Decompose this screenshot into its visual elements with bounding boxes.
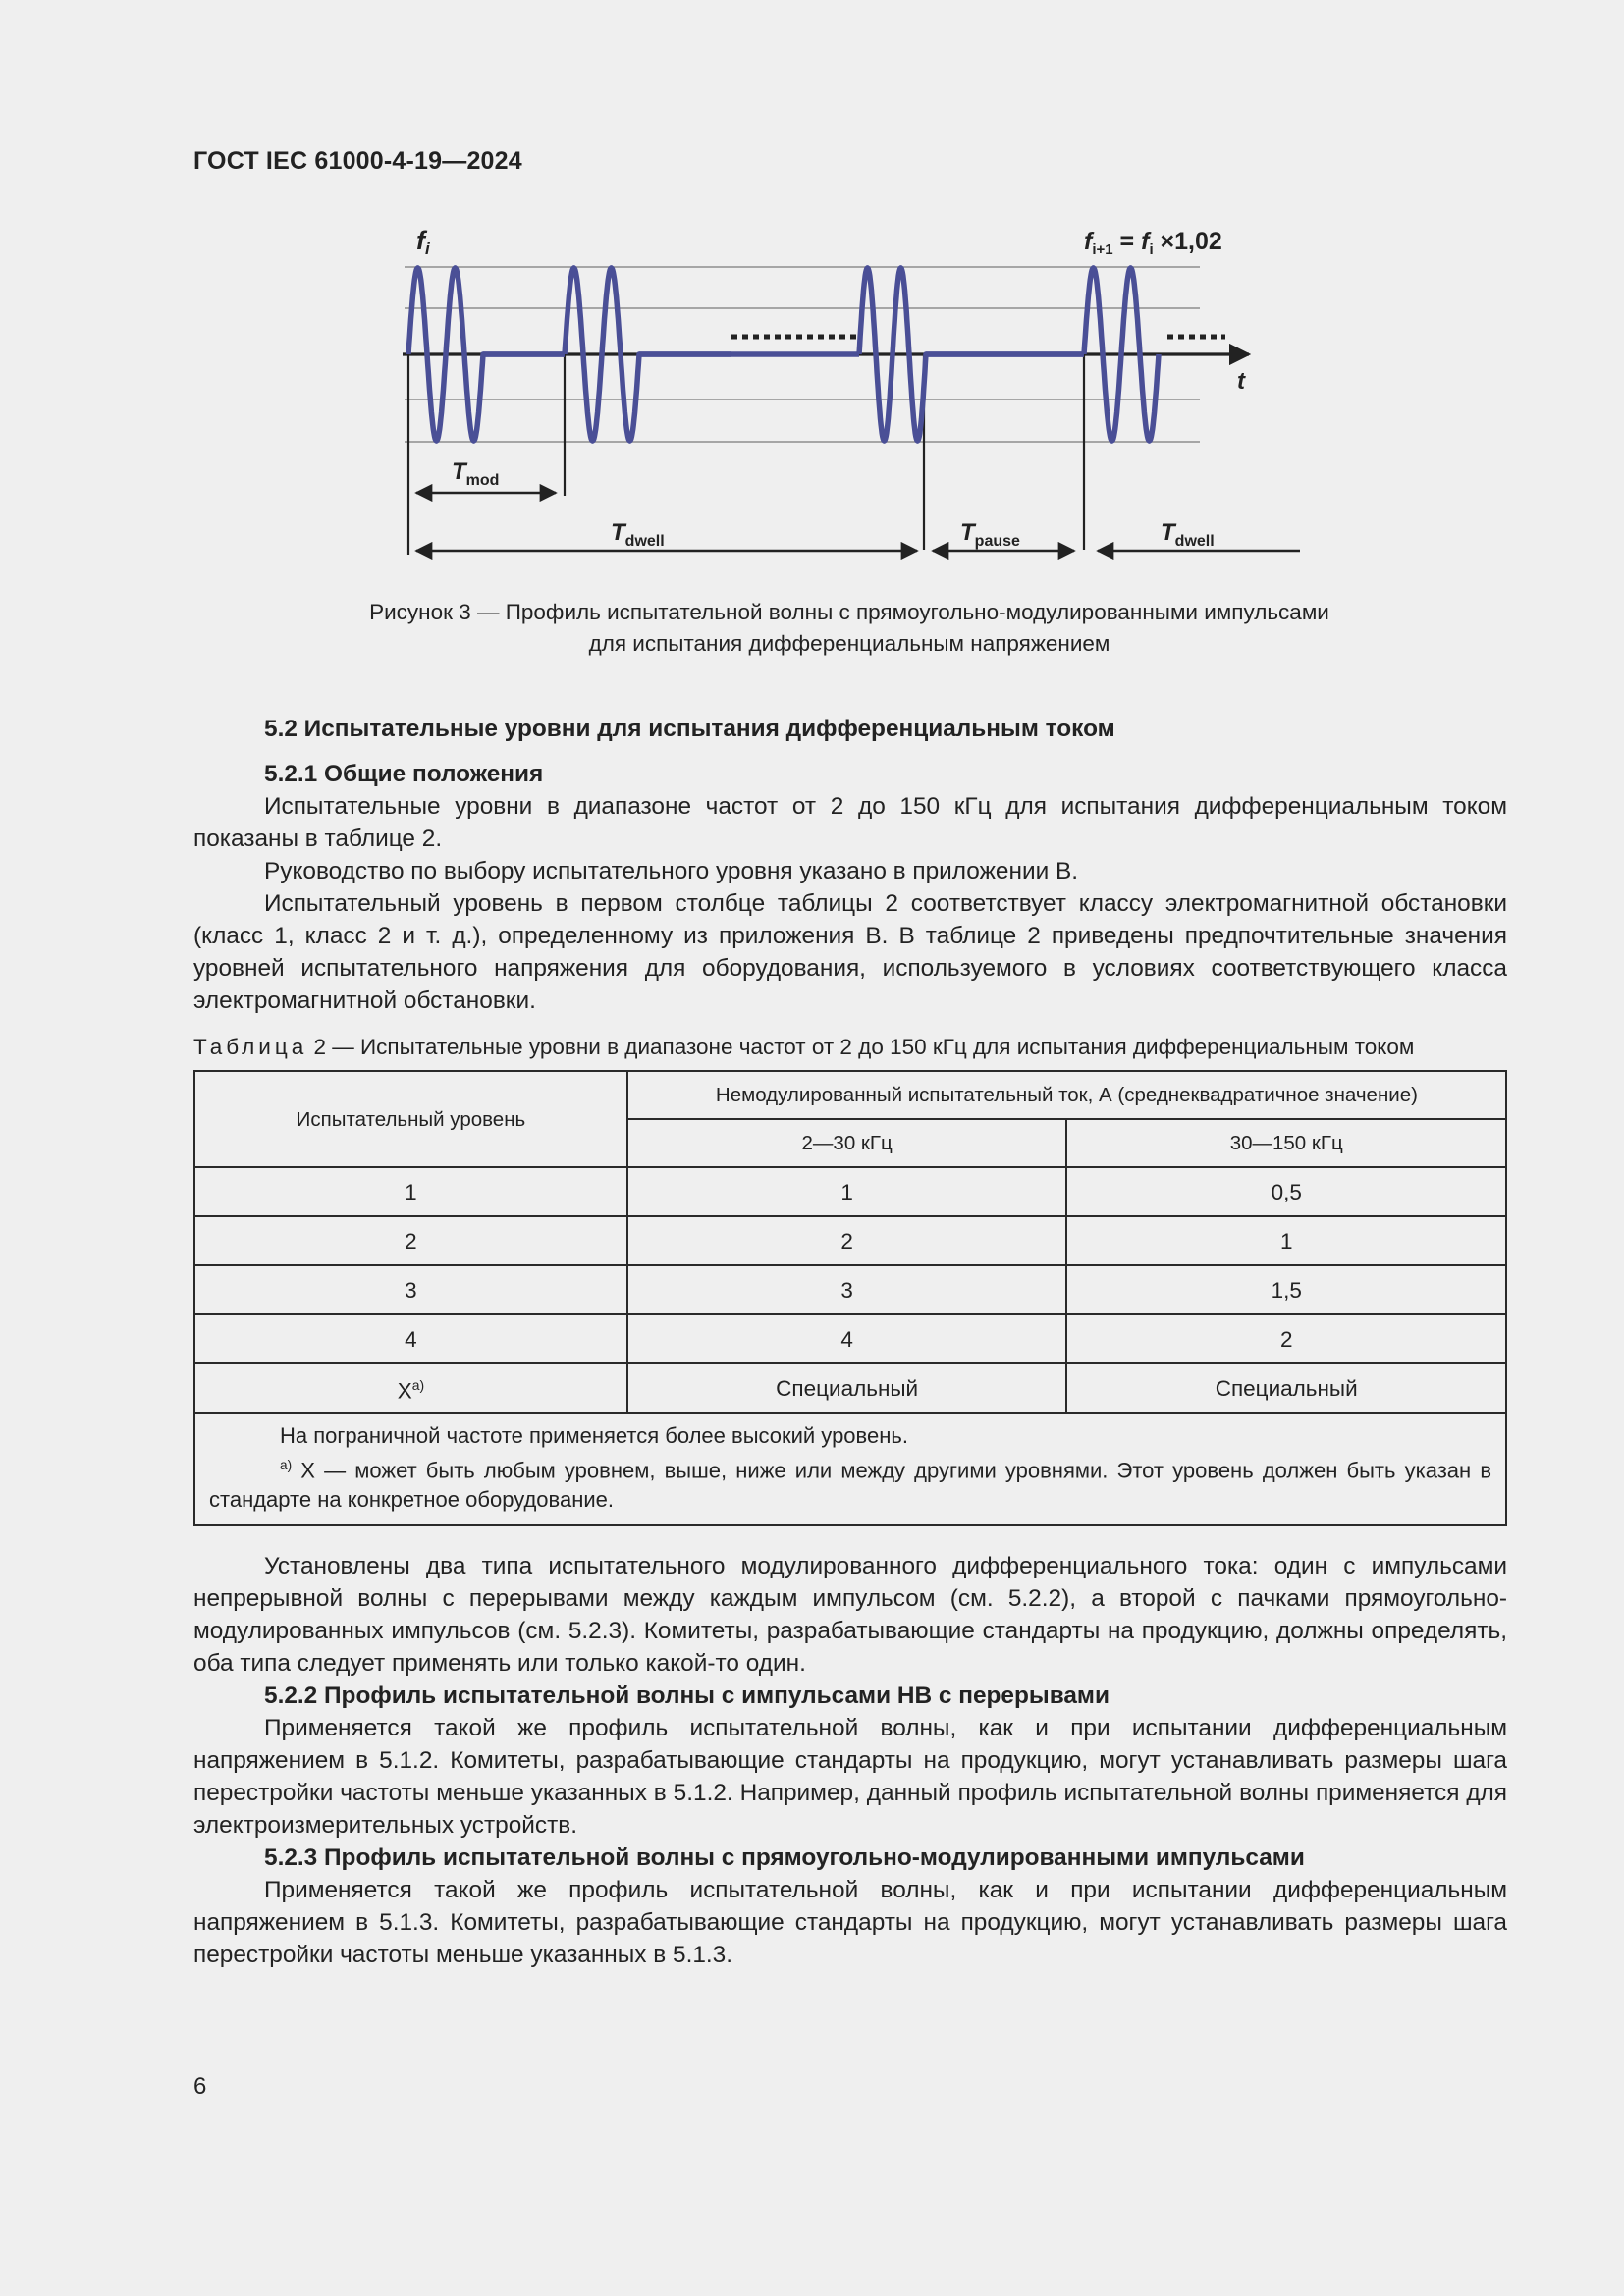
table-cell: 0,5 [1066,1167,1506,1216]
table-row [194,1265,1506,1314]
heading-5-2-2: 5.2.2 Профиль испытательной волны с импульсами НВ с перерывами [264,1682,1110,1710]
table-footnote [209,1451,1491,1515]
paragraph: Испытательные уровни в диапазоне частот от 2 до 150 кГц для испытания дифференциальным током показаны в таблице 2. [193,793,1507,852]
table-cell: 2 [627,1216,1067,1265]
table-row [194,1216,1506,1265]
table-cell: 3 [194,1265,627,1314]
table-cell: 1 [1066,1216,1506,1265]
table-cell: Специальный [1066,1363,1506,1413]
time-markers [408,346,1084,555]
table-note: На пограничной частоте применяется более высокий уровень. [280,1423,908,1448]
paragraph: Применяется такой же профиль испытательной волны, как и при испытании дифференциальным напряжением в 5.1.2. Комитеты, разрабатывающие стандарты на продукцию, могут устанавливать размеры шага перестройки частоты меньше указанных в 5.1.2. Например, данный профиль испытательной волны применяется для электроизмерительных устройств. [193,1715,1507,1840]
tmod-label: $T_{mod}$ [452,458,500,489]
table-cell: 1 [627,1167,1067,1216]
f-i-label: fi [416,226,430,258]
table-cell [194,1363,627,1413]
section-5-2-body [193,713,1507,1971]
table-row [194,1314,1506,1363]
footnote-ref: a) [411,1376,425,1393]
figure-caption [196,597,1502,660]
caption-line-2: для испытания дифференциальным напряжением [588,631,1110,656]
wave-bursts [408,268,1159,441]
header-level: Испытательный уровень [194,1071,627,1167]
paragraph: Испытательный уровень в первом столбце таблицы 2 соответствует классу электромагнитной обстановки (класс 1, класс 2 и т. д.), определенному из приложения В. В таблице 2 приведены предпочтительные значения уровней испытательного напряжения для оборудования, используемого в условиях соответствующего класса электромагнитной обстановки. [193,890,1507,1014]
document-header: ГОСТ IEC 61000-4-19—2024 [193,147,522,175]
table-row [194,1363,1506,1413]
t-axis-label: t [1237,368,1245,395]
table-cell: 4 [627,1314,1067,1363]
header-2-30: 2—30 кГц [627,1119,1067,1167]
table-row [194,1167,1506,1216]
footnote-text: X — может быть любым уровнем, выше, ниже или между другими уровнями. Этот уровень должен быть указан в стандарте на конкретное оборудование. [209,1458,1491,1513]
header-30-150: 30—150 кГц [1066,1119,1506,1167]
tdwell2-label: $T_{dwell}$ [1161,519,1215,550]
table-notes [194,1413,1506,1525]
waveform-figure [0,0,1624,589]
caption-line-1: Рисунок 3 — Профиль испытательной волны с прямоугольно-модулированными импульсами [369,600,1329,624]
paragraph: Применяется такой же профиль испытательной волны, как и при испытании дифференциальным напряжением в 5.1.3. Комитеты, разрабатывающие стандарты на продукцию, могут устанавливать размеры шага перестройки частоты меньше указанных в 5.1.3. [193,1877,1507,1969]
table-title [193,1033,1507,1062]
table-cell: 4 [194,1314,627,1363]
paragraph: Руководство по выбору испытательного уровня указано в приложении В. [264,858,1079,884]
table-title-text: 2 — Испытательные уровни в диапазоне частот от 2 до 150 кГц для испытания дифференциальным током [307,1035,1415,1059]
heading-5-2-3: 5.2.3 Профиль испытательной волны с прямоугольно-модулированными импульсами [264,1844,1305,1872]
table-cell: 2 [1066,1314,1506,1363]
table-2 [193,1070,1507,1526]
page-number: 6 [193,2073,207,2100]
tpause-label: $T_{pause}$ [960,519,1020,550]
header-current: Немодулированный испытательный ток, А (среднеквадратичное значение) [627,1071,1506,1119]
footnote-mark: a) [280,1458,293,1472]
table-cell: 1,5 [1066,1265,1506,1314]
heading-5-2: 5.2 Испытательные уровни для испытания дифференциальным током [264,716,1115,742]
heading-5-2-1: 5.2.1 Общие положения [264,761,544,787]
table-cell: 1 [194,1167,627,1216]
level-x: X [397,1378,412,1404]
table-title-prefix: Таблица [193,1035,308,1059]
f-next-label: $f_{i+1} = f_i \times 1,02$ [1084,228,1222,258]
table-cell: 2 [194,1216,627,1265]
table-cell: 3 [627,1265,1067,1314]
tdwell-label: $T_{dwell}$ [611,519,665,550]
table-cell: Специальный [627,1363,1067,1413]
paragraph: Установлены два типа испытательного модулированного дифференциального тока: один с импульсами непрерывной волны с перерывами между каждым импульсом (см. 5.2.2), а второй с пачками прямоугольно-модулированных импульсов (см. 5.2.3). Комитеты, разрабатывающие стандарты на продукцию, должны определять, оба типа следует применять или только какой-то один. [193,1553,1507,1678]
